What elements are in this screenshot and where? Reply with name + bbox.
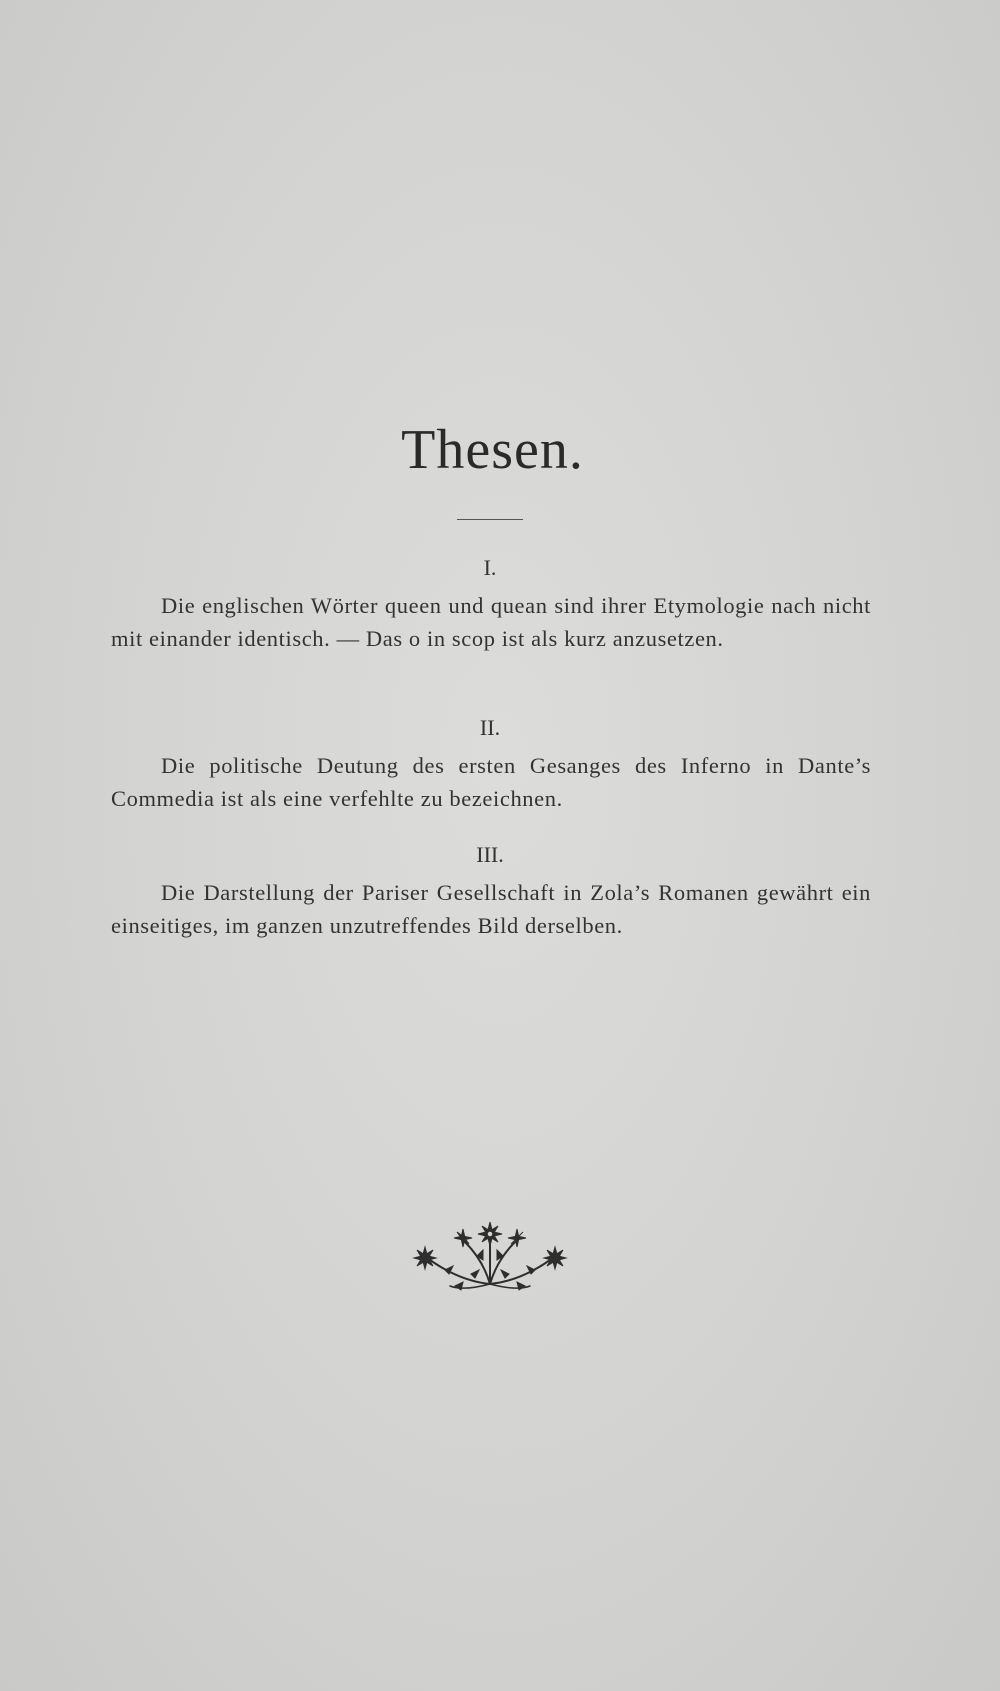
thesis-text: Die Darstellung der Pariser Gesellschaft in Zola’s Romanen gewährt ein einseitiges, im ganzen unzutreffendes Bild derselben. — [111, 880, 871, 938]
thesis-numeral: I. — [483, 555, 497, 580]
thesis-text: Die englischen Wörter queen und quean sind ihrer Etymologie nach nicht mit einander identisch. — Das o in scop ist als kurz anzusetzen. — [111, 593, 871, 651]
floral-ornament-icon — [405, 1212, 575, 1292]
page-title: Thesen. — [401, 419, 584, 481]
thesis-text: Die politische Deutung des ersten Gesanges des Inferno in Dante’s Commedia ist als eine verfehlte zu bezeichnen. — [111, 753, 871, 811]
thesis-numeral: II. — [479, 715, 501, 740]
title-rule — [457, 519, 523, 520]
thesis-numeral: III. — [476, 842, 504, 867]
